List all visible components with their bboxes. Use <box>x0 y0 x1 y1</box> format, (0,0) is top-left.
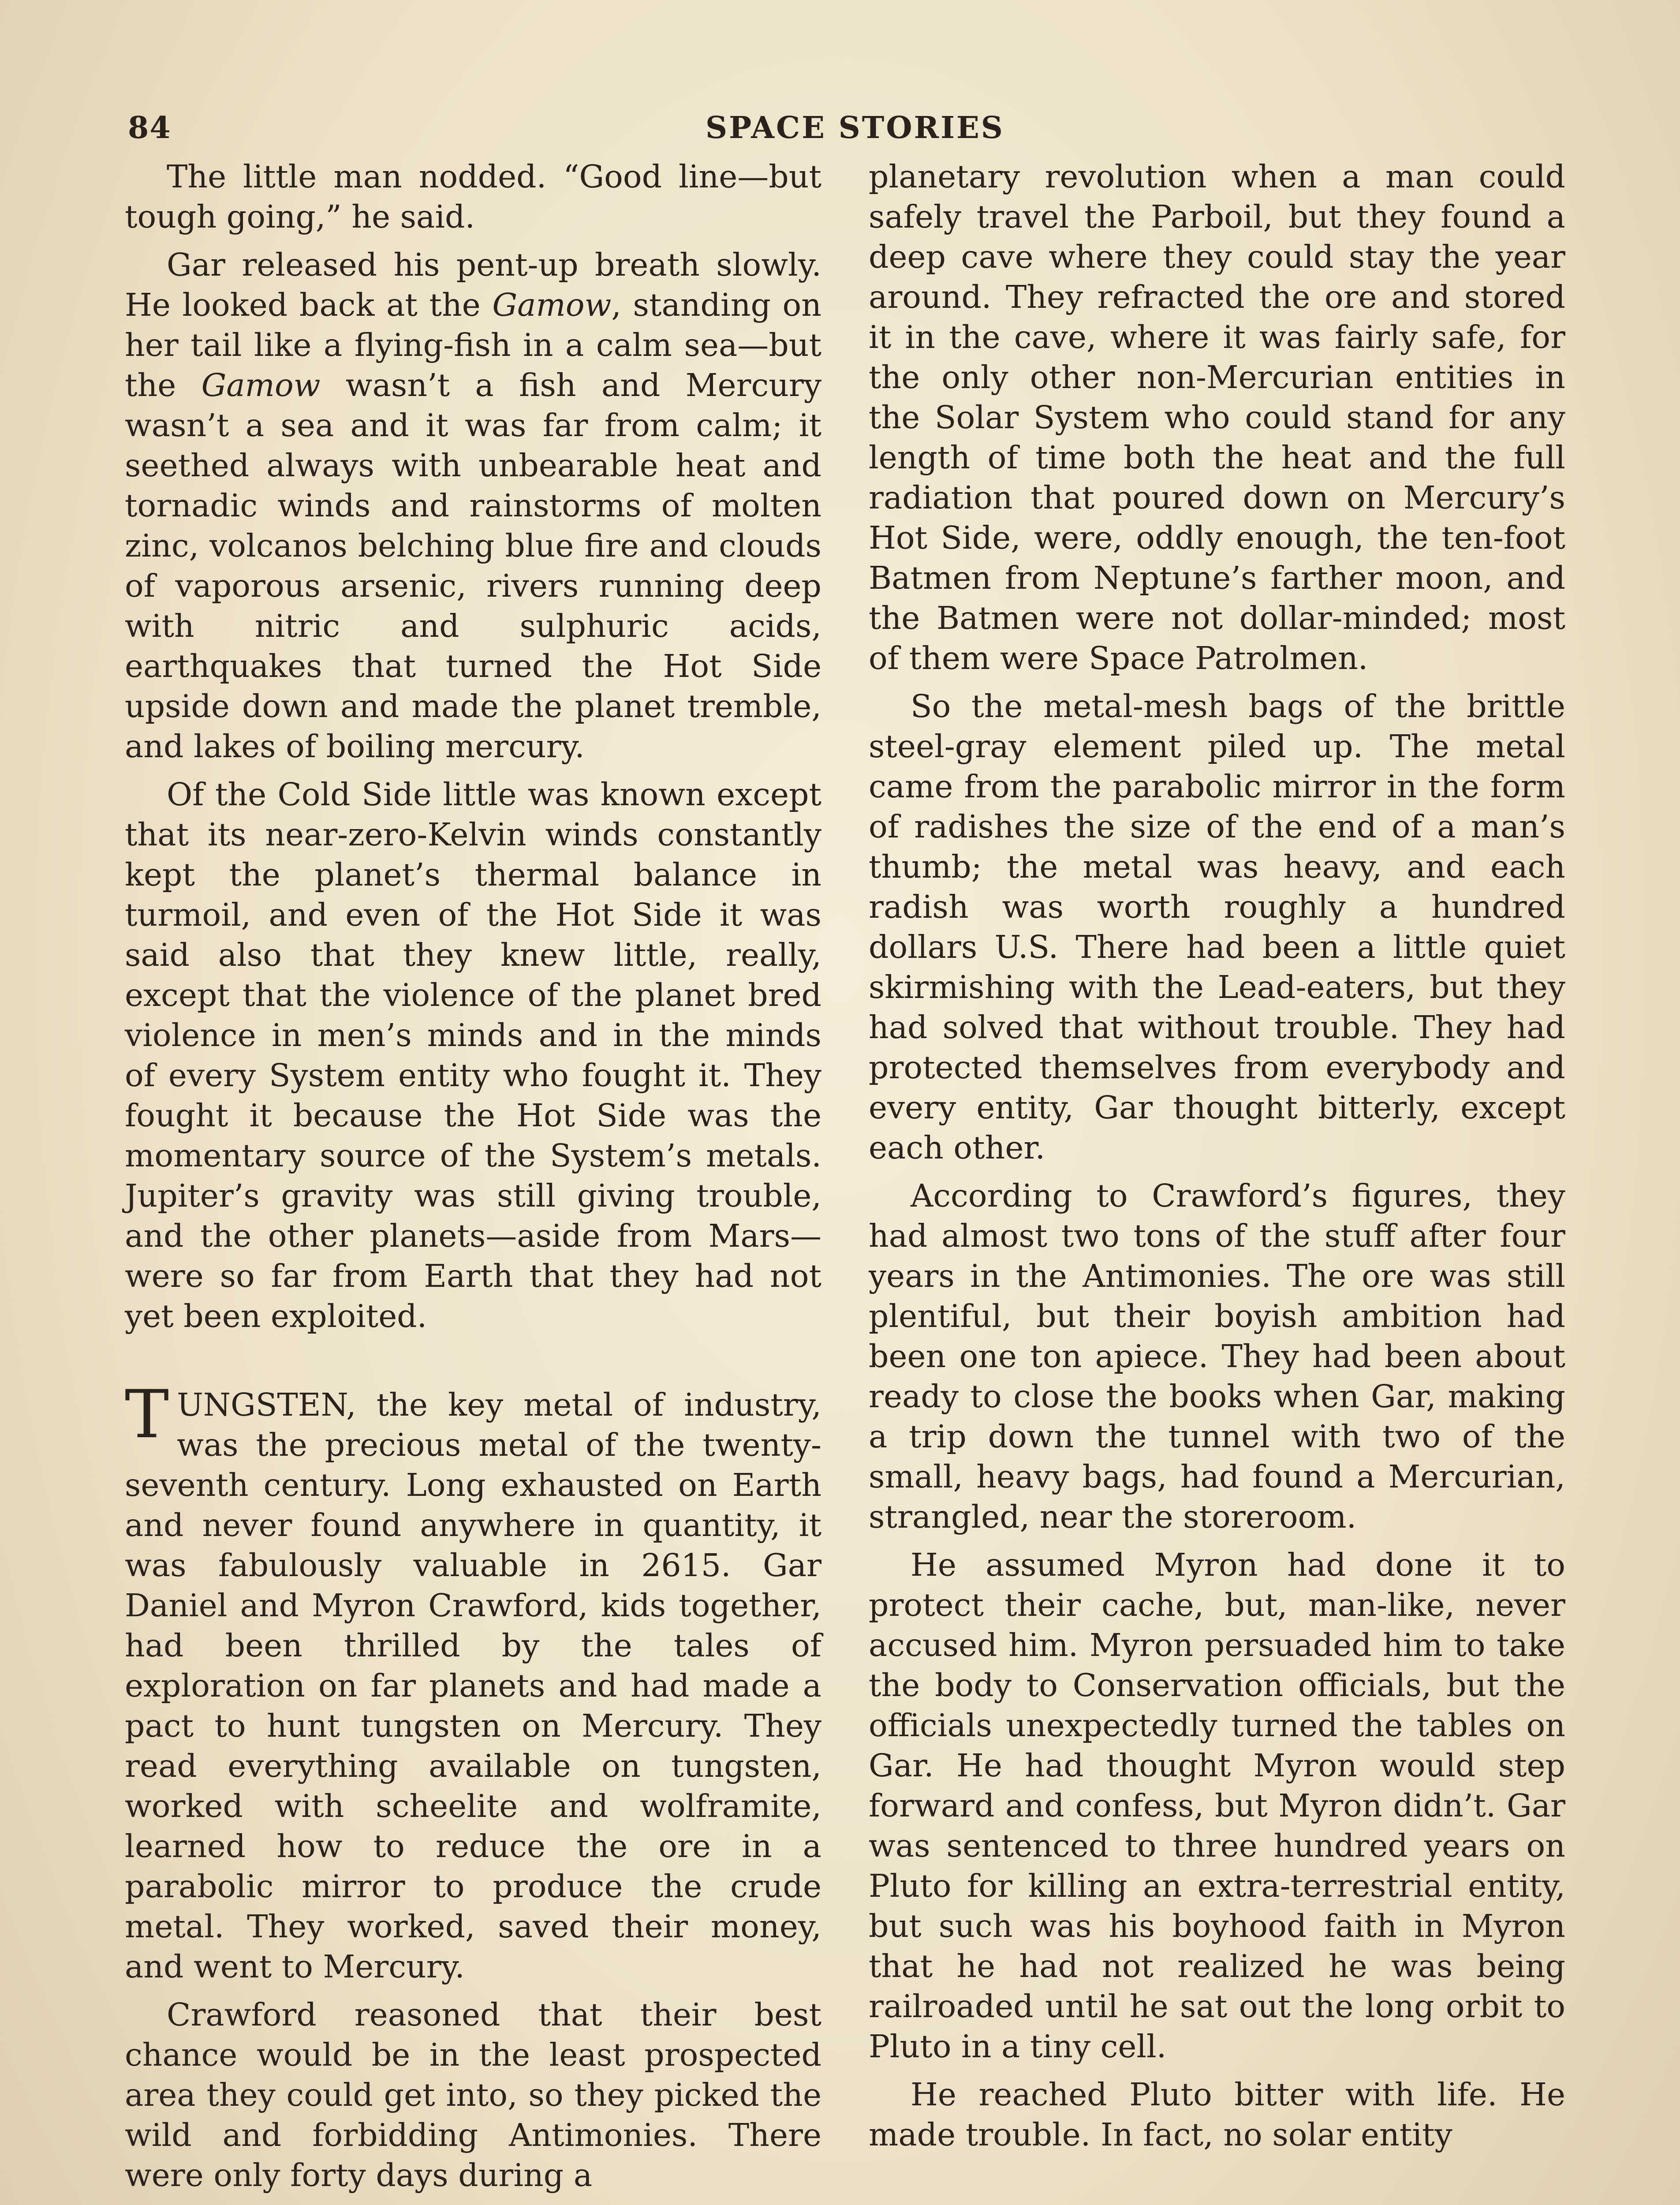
paragraph <box>125 774 821 1336</box>
paragraph-text: Gar released his pent-up breath slowly. He looked back at the <box>125 247 821 323</box>
paragraph-text: He reached Pluto bitter with life. He made trouble. In fact, no solar entity <box>869 2076 1565 2153</box>
paragraph <box>869 2074 1565 2155</box>
section-paragraph <box>125 1376 821 1987</box>
ship-name: Gamow <box>201 367 321 404</box>
paragraph-text: Crawford reasoned that their best chance would be in the least prospected area they could get into, so they picked the wild and forbidding Antimonies. There were only forty days during a <box>125 1996 821 2194</box>
paragraph <box>125 1995 821 2195</box>
paragraph-text: According to Crawford’s figures, they had almost two tons of the stuff after four years in the Antimonies. The ore was still plentiful, but their boyish ambition had been one ton apiece. They had been about ready to close the books when Gar, making a trip down the tunnel with two of the small, heavy bags, had found a Mercurian, strangled, near the storeroom. <box>869 1177 1565 1535</box>
left-column <box>125 157 821 2203</box>
paragraph <box>869 686 1565 1168</box>
ship-name: Gamow <box>492 287 612 323</box>
paragraph-text: wasn’t a fish and Mercury wasn’t a sea and it was far from calm; it seethed always with unbearable heat and tornadic winds and rainstorms of molten zinc, volcanos belching blue fire and clouds of vaporous arsenic, rivers running deep with nitric and sulphuric acids, earthquakes that turned the Hot Side upside down and made the planet tremble, and lakes of boiling mercury. <box>125 367 821 765</box>
page-header <box>128 110 1561 159</box>
paragraph-text: The little man nodded. “Good line—but tough going,” he said. <box>125 158 821 235</box>
drop-cap: T <box>125 1376 169 1453</box>
paragraph-text: , standing on her tail like a flying-fish in a calm sea—but the <box>125 287 821 404</box>
page-number: 84 <box>128 110 172 146</box>
paragraph-text: He assumed Myron had done it to protect their cache, but, man-like, never accused him. Myron persuaded him to take the body to Conservation officials, but the officials unexpectedly turned the tables on Gar. He had thought Myron would step forward and confess, but Myron didn’t. Gar was sentenced to three hundred years on Pluto for killing an extra-terrestrial entity, but such was his boyhood faith in Myron that he had not realized he was being railroaded until he sat out the long orbit to Pluto in a tiny cell. <box>869 1547 1565 2065</box>
paragraph <box>869 157 1565 678</box>
paragraph-text: So the metal-mesh bags of the brittle steel-gray element piled up. The metal came from the parabolic mirror in the form of radishes the size of the end of a man’s thumb; the metal was heavy, and each radish was worth roughly a hundred dollars U.S. There had been a little quiet skirmishing with the Lead-eaters, but they had solved that without trouble. They had protected themselves from everybody and every entity, Gar thought bitterly, except each other. <box>869 688 1565 1166</box>
paragraph-text: planetary revolution when a man could safely travel the Parboil, but they found a deep cave where they could stay the year around. They refracted the ore and stored it in the cave, where it was fairly safe, for the only other non-Mercurian entities in the Solar System who could stand for any length of time both the heat and the full radiation that poured down on Mercury’s Hot Side, were, oddly enough, the ten-foot Batmen from Neptune’s farther moon, and the Batmen were not dollar-minded; most of them were Space Patrolmen. <box>869 158 1565 676</box>
paragraph <box>125 157 821 237</box>
paragraph-text: Of the Cold Side little was known except that its near-zero-Kelvin winds constantly kept the planet’s thermal balance in turmoil, and even of the Hot Side it was said also that they knew little, really, except that the violence of the planet bred violence in men’s minds and in the minds of every System entity who fought it. They fought it because the Hot Side was the momentary source of the System’s metals. Jupiter’s gravity was still giving trouble, and the other planets—aside from Mars—were so far from Earth that they had not yet been exploited. <box>125 776 821 1334</box>
paragraph-text: UNGSTEN, the key metal of industry, was the precious metal of the twenty-seventh century. Long exhausted on Earth and never found anywhere in quantity, it was fabulously valuable in 2615. Gar Daniel and Myron Crawford, kids together, had been thrilled by the tales of exploration on far planets and had made a pact to hunt tungsten on Mercury. They read everything available on tungsten, worked with scheelite and wolframite, learned how to reduce the ore in a parabolic mirror to produce the crude metal. They worked, saved their money, and went to Mercury. <box>125 1387 821 1985</box>
paragraph <box>869 1545 1565 2067</box>
paragraph <box>125 245 821 766</box>
running-title: SPACE STORIES <box>706 110 1004 146</box>
right-column <box>869 157 1565 2163</box>
paragraph <box>869 1176 1565 1537</box>
